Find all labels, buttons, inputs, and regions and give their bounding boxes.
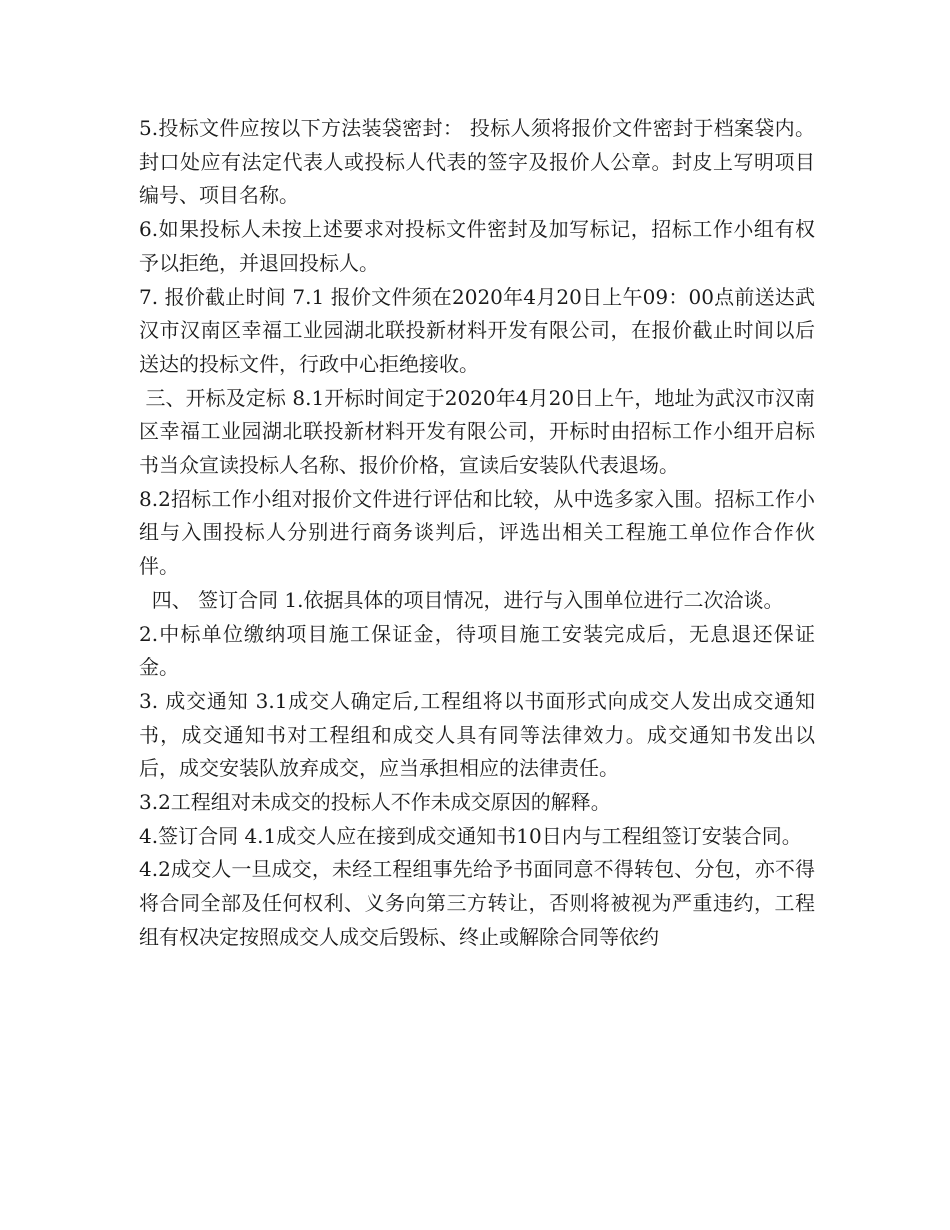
paragraph-deadline: 7. 报价截止时间 7.1 报价文件须在2020年4月20日上午09：00点前送达武汉市汉南区幸福工业园湖北联投新材料开发有限公司，在报价截止时间以后送达的投标文件，行政中心拒绝接收。 <box>139 284 815 376</box>
paragraph-contract-signing: 4.签订合同 4.1成交人应在接到成交通知书10日内与工程组签订安装合同。 <box>139 823 802 848</box>
document-body <box>139 112 815 955</box>
paragraph-no-subcontract: 4.2成交人一旦成交，未经工程组事先给予书面同意不得转包、分包，亦不得将合同全部及任何权利、义务向第三方转让，否则将被视为严重违约，工程组有权决定按照成交人成交后毁标、终止或解除合同等依约 <box>139 857 815 949</box>
paragraph-bid-opening: 三、开标及定标 8.1开标时间定于2020年4月20日上午，地址为武汉市汉南区幸福工业园湖北联投新材料开发有限公司，开标时由招标工作小组开启标书当众宣读投标人名称、报价价格，宣读后安装队代表退场。 <box>139 385 815 478</box>
paragraph-sign-contract: 四、 签订合同 1.依据具体的项目情况，进行与入围单位进行二次洽谈。 <box>139 587 784 612</box>
paragraph-evaluation: 8.2招标工作小组对报价文件进行评估和比较，从中选多家入围。招标工作小组与入围投标人分别进行商务谈判后，评选出相关工程施工单位作合作伙伴。 <box>139 486 815 579</box>
paragraph-deposit: 2.中标单位缴纳项目施工保证金，待项目施工安装完成后，无息退还保证金。 <box>139 621 815 680</box>
paragraph-award-notice: 3. 成交通知 3.1成交人确定后,工程组将以书面形式向成交人发出成交通知书，成交通知书对工程组和成交人具有同等法律效力。成交通知书发出以后，成交安装队放弃成交，应当承担相应的法律责任。 <box>139 688 815 781</box>
paragraph-no-explanation: 3.2工程组对未成交的投标人不作未成交原因的解释。 <box>139 790 611 815</box>
paragraph-sealing-rules: 5.投标文件应按以下方法装袋密封： 投标人须将报价文件密封于档案袋内。封口处应有法定代表人或投标人代表的签字及报价人公章。封皮上写明项目编号、项目名称。 <box>139 116 815 208</box>
paragraph-rejection: 6.如果投标人未按上述要求对投标文件密封及加写标记，招标工作小组有权予以拒绝，并退回投标人。 <box>139 217 815 275</box>
